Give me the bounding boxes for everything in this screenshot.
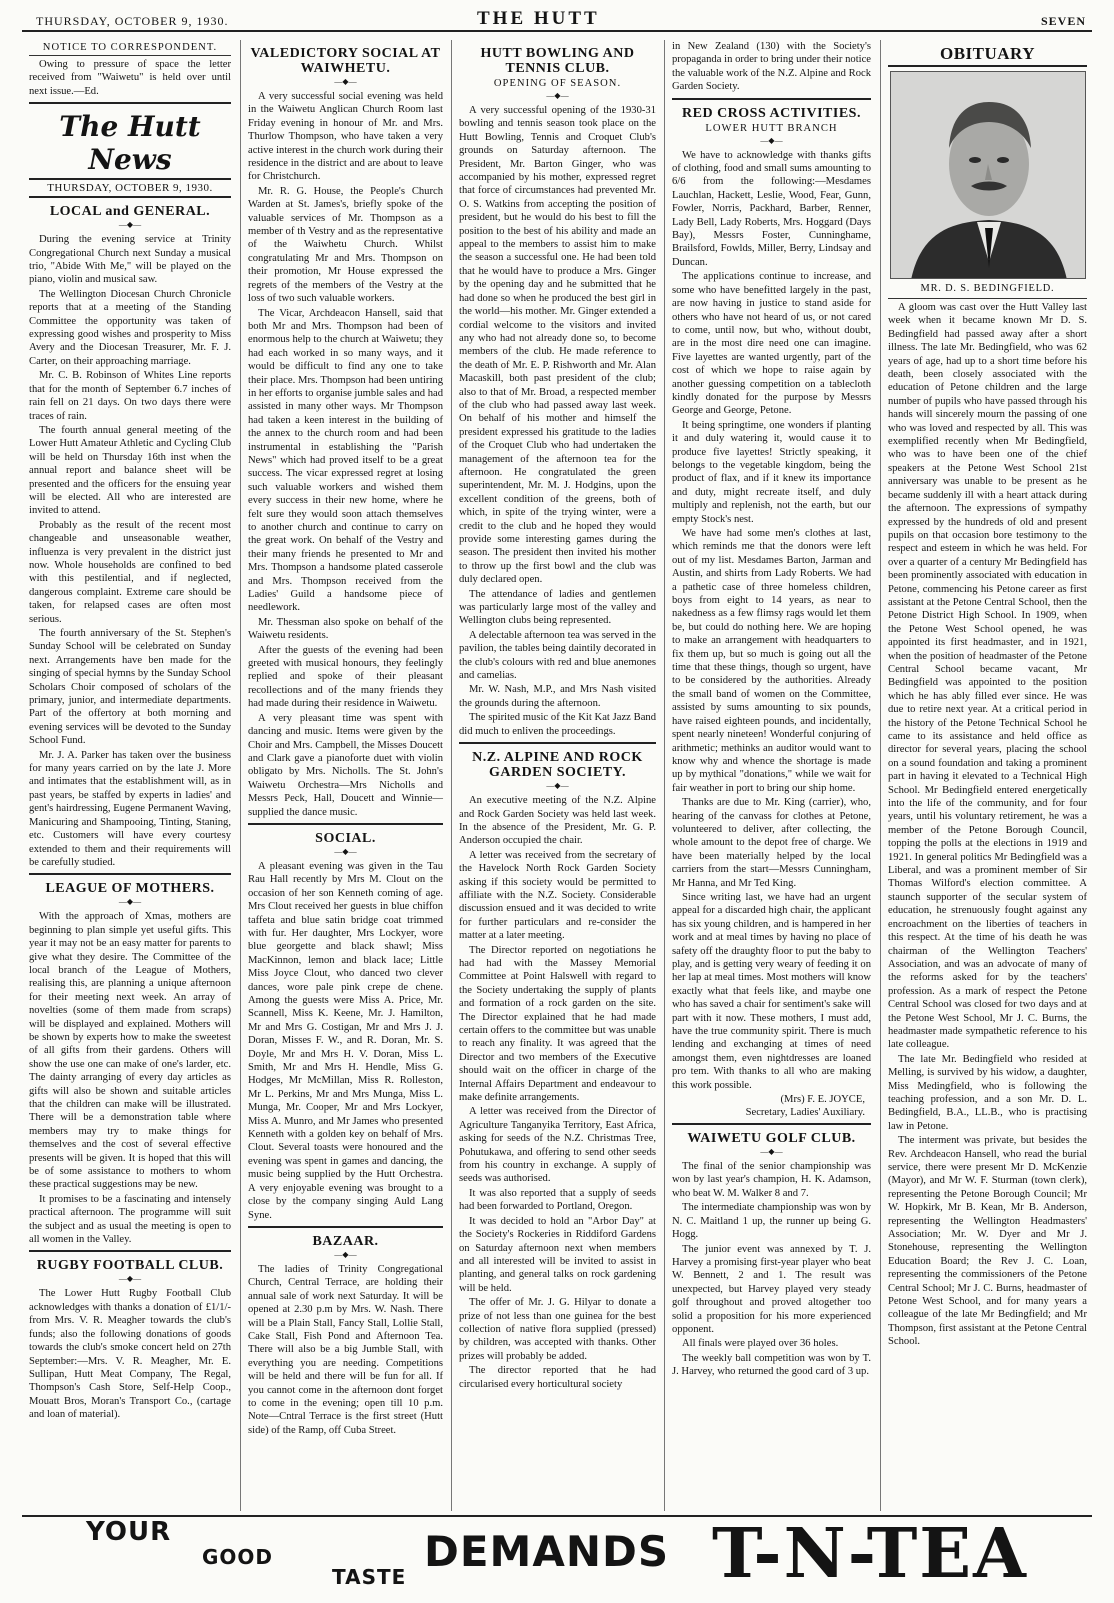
article-paragraph: The director reported that he had circularised every horticultural society	[459, 1365, 656, 1390]
ornament-icon: —◆—	[546, 91, 569, 100]
article-paragraph: After the guests of the evening had been greeted with musical honours, they feelingly replied and spoke of their pleasant recollections and of the many friends they had made during their residence in Waiwetu.	[248, 644, 443, 710]
ornament-icon: —◆—	[118, 897, 142, 907]
person-portrait-icon	[891, 72, 1086, 279]
column-3	[451, 40, 659, 1511]
article-heading: HUTT BOWLING AND TENNIS CLUB.	[480, 46, 635, 76]
article-paragraph: Mr. Thessman also spoke on behalf of the Waiwetu residents.	[248, 616, 443, 642]
ad-word-taste: TASTE	[332, 1565, 407, 1589]
article-paragraph: The Director reported on negotiations he had had with the Massey Memorial Committee at Point Halswell with regard to the Society undertaking the supply of plants and formation of a rock garden on the site. The Director explained that he had made certain offers to the committee but was unable to reach any finality. It was agreed that the Director and two members of the Executive should wait on the officer in charge of the Internal Affairs Department and endeavour to make definite arrangements.	[459, 944, 656, 1104]
ornament-icon: —◆—	[760, 1147, 783, 1157]
ad-brand-name: T-N-TEA	[712, 1514, 1028, 1594]
divider	[248, 1226, 443, 1228]
article-heading: RED CROSS ACTIVITIES.	[682, 105, 861, 121]
article-heading: LOCAL and GENERAL.	[49, 204, 211, 220]
tea-advertisement	[22, 1515, 1092, 1595]
article-paragraph: The Lower Hutt Rugby Football Club acknowledges with thanks a donation of £1/1/- from Mrs. V. R. Meagher towards the club's funds; also the following donations of goods towards the club's smoke concert held on 27th September:—Mrs. V. R. Meagher, Mr. E. Sullipan, Hutt Meat Company, The Regal, Thompson's Cash Store, Self-Help Coop., Mouatt Bros, Moran's Transport Co., (cartage and loan of material).	[29, 1288, 231, 1421]
article-paragraph: The weekly ball competition was won by T. J. Harvey, who returned the good card of 3 up.	[672, 1352, 871, 1378]
article-paragraph: A letter was received from the secretary of the Havelock North Rock Garden Society asking if this society would be permitted to affiliate with the N.Z. Society. Considerable discussion ensued and it was decided to write for further particulars and re-consider the matter at a later meeting.	[459, 849, 656, 942]
divider	[29, 55, 231, 56]
ornament-icon: —◆—	[334, 77, 357, 86]
article-heading: BAZAAR.	[312, 1233, 379, 1249]
article-paragraph: The applications continue to increase, and some who have benefitted largely in the past, are now having in justice to stand aside for others who have not heard of us, or not cared to come, until now, but who, without doubt, are in the most dire need one can imagine. Five layettes are wanted urgently, part of the cost of which we hope to raise again by another guessing competition on a tablecloth kindly donated for the purpose by Messrs George and George, Petone.	[672, 271, 871, 417]
article-paragraph: The fourth anniversary of the St. Stephen's Sunday School will be celebrated on Sunday next. Arrangements have ben made for the singing of special hymns by the Sunday School Scholars Choir composed of scholars of the primary, junior, and intermediate departments. Part of the offertory at both morning and evening services will be devoted to the Sunday School Fund.	[29, 628, 231, 747]
divider	[672, 1123, 871, 1125]
ornament-icon: —◆—	[334, 846, 357, 856]
article-paragraph: Probably as the result of the recent most changeable and unseasonable weather, influenza is very prevalent in the district just now. Whole households are confined to bed with this pestilential, and if neglected, dangerous complaint. Extreme care should be taken, for relapsed cases are often most serious.	[29, 519, 231, 625]
article-paragraph: We have to acknowledge with thanks gifts of clothing, food and small sums amounting to 6/6 from the following:—Mesdames Lauchlan, Hackett, Leslie, Wood, Fear, Gunn, Fowler, Norris, Packhard, Barber, Renner, Lady Bell, Lady Roberts, Mrs. Hoggard (Days Bay), Messrs Foster, Cunninghame, Brailsford, Fowlds, Miller, Berry, Lindsay and Duncan.	[672, 149, 871, 268]
ad-word-good: GOOD	[202, 1545, 274, 1569]
divider	[888, 298, 1087, 299]
ornament-icon: —◆—	[760, 135, 783, 145]
article-paragraph: A very pleasant time was spent with dancing and music. Items were given by the Choir and Mrs. Campbell, the Misses Doucett and Clark gave a pianoforte duet with violin obligato by Mrs. Nicholls. The St. John's Waiwetu Orchestra—Mrs Nicholls and Messrs Peck, Hall, Doucett and Winnie—supplied the dance music.	[248, 712, 443, 818]
article-paragraph: The Wellington Diocesan Church Chronicle reports that at a meeting of the Standing Committee the opportunity was taken of expressing good wishes and prosperity to Miss Avery and the Diocesan Treasurer, Mr. F. J. Carter, on their approaching marriage.	[29, 288, 231, 367]
masthead-date: THURSDAY, OCTOBER 9, 1930.	[36, 14, 229, 28]
article-paragraph: All finals were played over 36 holes.	[682, 1338, 839, 1350]
article-paragraph: The final of the senior championship was won by last year's champion, H. K. Adamson, who beat W. M. Walker 8 and 7.	[672, 1161, 871, 1199]
ad-word-your: YOUR	[86, 1517, 172, 1547]
edition-date: THURSDAY, OCTOBER 9, 1930.	[29, 178, 231, 198]
masthead-title: THE HUTT	[477, 8, 600, 29]
article-subheading: OPENING OF SEASON.	[493, 78, 622, 89]
article-paragraph: Mr. C. B. Robinson of Whites Line reports that for the month of September 6.7 inches of rain fell on 21 days. On two days there were traces of rain.	[29, 370, 231, 422]
column-1	[26, 40, 234, 1511]
article-paragraph: Since writing last, we have had an urgent appeal for a discarded high chair, the applicant has six young children, and is hampered in her work and at meal times by having no place of safety off the draughty floor to put the baby to play, and is getting very weary of feeding it on her lap at meal times. Most mothers will know exactly what that feels like, and maybe one who has saved a chair for sentiment's sake will part with it now. These mothers, I must add, have the true community spirit. There is much lending and exchanging at times of need amongst them, even nightdresses are loaned pro tem. With thanks to all who are making this work possible.	[672, 891, 871, 1091]
article-paragraph: A very successful social evening was held in the Waiwetu Anglican Church Room last Friday evening in honour of Mr. and Mrs. Thurlow Thompson, who have taken a very active interest in the church work during their residence in the district and are about to leave for Christchurch.	[248, 91, 443, 183]
signature-name: (Mrs) F. E. JOYCE,	[780, 1094, 865, 1106]
divider	[248, 823, 443, 825]
article-paragraph: The ladies of Trinity Congregational Church, Central Terrace, are holding their annual sale of work next Saturday. It will be opened at 2.30 p.m by Mrs. W. Nash. There will be a Plain Stall, Fancy Stall, Lollie Stall, Cake Stall, Fish Pond and Afternoon Tea. There will also be a big Jumble Stall, with everything you are needing. Competitions will be held and there will be fun for all. If you cannot come in the afternoon dont forget to come in the evening; open till 10 p.m. Note—Cntral Terrace is the first street (Hutt side) of the Ramp, off Cuba Street.	[248, 1263, 443, 1436]
article-paragraph: With the approach of Xmas, mothers are beginning to plan simple yet useful gifts. This year it may not be an easy matter for parents to give what they desire. The Committee of the local branch of the League of Mothers, realising this, are planning a unique afternoon for their meeting next week. An array of novelties (some of them made from scraps) will be displayed and explained. Mothers will be shown by experts how to make the sweetest of all gifts from their gardens. Others will show the use one can make of one's larder, etc. The dainty arranging of every day articles as gifts will also be shown and suitable articles that the children can make will be illustrated. There will be a demonstration table where members may try to make things for themselves and the cost of several effective presents will be given. It is hoped that this will be of some assistance to mothers to whom these practical suggestions may be new.	[29, 911, 231, 1191]
signature-title: Secretary, Ladies' Auxiliary.	[745, 1107, 865, 1119]
article-paragraph: A gloom was cast over the Hutt Valley last week when it became known Mr D. S. Bedingfield had passed away after a short illness. The late Mr. Bedingfield, who was 62 years of age, had up to a short time before his death, been closely associated with the education of Petone children and the large number of pupils who have passed through his hands will sincerely mourn the passing of one who was loved and respected by all. This was exemplified recently when Mr Bedingfield, who was to have been one of the chief speakers at the Petone West School 21st anniversary was unable to be present as he became suddenly ill with a heart attack during the afternoon. The expressions of sympathy expressed by the hundreds of old and present pupils on that occasion bore testimony to the respect and esteem in which he was held. For over a quarter of a century Mr Bedingfield has been prominently associated with education in Petone, commencing his Petone career as first assistant at the Petone Central School, then the Petone District High School. In 1909, when the Petone West School opened, he was appointed its first headmaster, and in 1921, when the position of headmaster of the Petone Central School became vacant, Mr Bedingfield was appointed to the position which he has ably filled ever since. He was due to retire next year. At a critical period in the history of the Petone Technical School he came to its assistance and held office as director for several years, placing the school on a sound foundation and taking a prominent part in having it elevated to a Technical High School. Mr Bedingfield entered energetically into the life of the community, and for four years, until his voluntary retirement, he was a member of the Petone Borough Council, topping the polls at the elections in 1919 and 1921. In general politics Mr Bedingfield was a Liberal, and was a prominent member of Sir Thomas Wilford's election committee. A staunch supporter of the secular system of education, he strenuously fought against any encroachment on the liberties of teachers in this respect. At the time of his death he was chairman of the Wellington Teachers' Association, and was an advocate of many of the reforms asked for by the teachers' profession. As a mark of respect the Petone Central School was closed for two days and at the Petone West School, Mr J. C. Burns, the headmaster made sympathetic reference to his late colleague.	[888, 302, 1087, 1051]
article-paragraph: Thanks are due to Mr. King (carrier), who, hearing of the canvass for clothes at Petone, volunteered to deliver, after collecting, the whole amount to the depot free of charge. We have been materially helped by the local carriers from the start—Messrs Cunningham, Mr Hanna, and Mr Ted King.	[672, 797, 871, 889]
article-paragraph: The fourth annual general meeting of the Lower Hutt Amateur Athletic and Cycling Club will be held on Thursday 16th inst when the annual report and balance sheet will be presented and the officers for the ensuing year will be elected. All who are interested are invited to attend.	[29, 424, 231, 517]
article-paragraph: During the evening service at Trinity Congregational Church next Sunday a musical trio, "Abide With Me," will be played on the piano, violin and musical saw.	[29, 234, 231, 286]
article-paragraph: The spirited music of the Kit Kat Jazz Band did much to enliven the proceedings.	[459, 712, 656, 737]
article-heading: VALEDICTORY SOCIAL AT WAIWHETU.	[250, 46, 441, 76]
ornament-icon: —◆—	[118, 1274, 142, 1284]
article-paragraph: A delectable afternoon tea was served in the pavilion, the tables being daintily decorated in the club's colours with red and blue anemones and camelias.	[459, 629, 656, 682]
ornament-icon: —◆—	[118, 220, 142, 230]
article-paragraph: The intermediate championship was won by N. C. Maitland 1 up, the runner up being G. Hogg.	[672, 1202, 871, 1241]
article-heading: RUGBY FOOTBALL CLUB.	[36, 1258, 224, 1274]
article-paragraph: A pleasant evening was given in the Tau Rau Hall recently by Mrs M. Clout on the occasion of her son Kenneth coming of age. Mrs Clout received her guests in blue chiffon taffeta and blue satin bridge coat trimmed with fur. Her daughter, Mrs Lockyer, wore blue georgette and black shawl; Miss MacKinnon, lemon and black lace; Little Miss Joyce Clout, who danced two clever dances, wore pale pink crepe de chene. Among the guests were Miss A. Price, Mr. Scannell, Miss K. Keene, Mr. J. Hamilton, Mr and Mrs G. Costigan, Mr and Mrs J. J. Doran, Misses F. W., and R. Doran, Mr. S. Doyle, Mr and Mrs H. V. Doran, Miss L. Smith, Mr and Mrs H. Hendle, Miss G. Hodges, Mr McMillan, Miss R. Rolleston, Mr L. Perkins, Mr and Mrs Munga, Miss L. Munga, Mr. Cooper, Mr and Mrs Lockyer, Miss A. Munro, and Mr James who presented Kenneth with a golden key on behalf of Mrs. Clout. Several toasts were honoured and the evening was spent in games and dancing, the music being supplied by the Hutt Orchestra. A very enjoyable evening was brought to a close by the company singing Auld Lang Syne.	[248, 860, 443, 1221]
article-heading: N.Z. ALPINE AND ROCK GARDEN SOCIETY.	[472, 750, 643, 781]
column-4	[664, 40, 874, 1511]
article-paragraph: A very successful opening of the 1930-31 bowling and tennis season took place on the Hutt Bowling, Tennis and Croquet Club's grounds on Saturday afternoon. The President, Mr. Barton Ginger, who was accompanied by his mother, expressed regret that force of circumstances had prevented Mr. O. S. Watkins from accepting the position of president, but he would do his best to fill the position to the best of his ability and made an appeal to the members to assist him to make the season a successful one. He had been told that he would have to produce a Mrs. Ginger by the opening day and he submitted that he had done so when he produced the best girl in the world—his mother. Mr. Ginger extended a cordial welcome to the visitors and invited any who had not already done so, to become members of the club. He made reference to the death of Mr. E. P. Rishworth and Mr. Alan Macaskill, both past president of the club; also to that of Mr. Broad, a respected member of the club who had passed away last week. On behalf of his mother and himself the president expressed his gratitude to the ladies of the Croquet Club who had undertaken the management of the afternoon tea for the afternoon. He congratulated the green superintendent, Mr. M. J. Hodgins, upon the excellent condition of the greens, both of which, in spite of the trying winter, were a credit to the club and he hoped they would provide some interesting games during the season. The president then invited his mother to throw up the first bowl and the club was duly declared open.	[459, 105, 656, 586]
article-paragraph: We have had some men's clothes at last, which reminds me that the donors were left out of my list. Mesdames Barton, Jarman and Austin, and shirts from Lady Roberts. We had a pathetic case of three homeless children, boys from eight to 14 years, as near to nakedness as a few flimsy rags would let them be, but could do nothing here. We are hoping to make an arrangement with headquarters to fix them up, but so much is going out all the time that these things, though so urgent, have to be considered by the authorities. Already the small band of women on the Committee, assisted by sums amounting to six pounds, have raised eighteen pounds, and incidentally, spent nearly nineteen! Wonderful conjuring of arithmetic; methinks an auditor would want to know why and whence the shortage is made up by mythical "donations," while we wait for fair weather in port to bring our ship home.	[672, 528, 871, 794]
article-paragraph: Mr. W. Nash, M.P., and Mrs Nash visited the grounds during the afternoon.	[459, 684, 656, 709]
masthead-page-number: SEVEN	[1040, 14, 1086, 28]
article-paragraph: in New Zealand (130) with the Society's propaganda in order to bring under their notice the valuable work of the N.Z. Alpine and Rock Garden Society.	[672, 41, 871, 93]
ornament-icon: —◆—	[546, 781, 569, 791]
ad-word-demands: DEMANDS	[424, 1527, 670, 1576]
newspaper-nameplate: The Hutt News	[59, 110, 201, 177]
divider	[888, 65, 1087, 67]
divider	[29, 102, 231, 104]
notice-text: Owing to pressure of space the letter received from "Waiwetu" is held over until next issue.—Ed.	[29, 59, 231, 97]
article-heading: WAIWETU GOLF CLUB.	[687, 1131, 856, 1147]
column-2	[240, 40, 446, 1511]
column-5	[880, 40, 1090, 1511]
divider	[29, 1250, 231, 1252]
article-paragraph: An executive meeting of the N.Z. Alpine and Rock Garden Society was held last week. In the absence of the President, Mr. G. P. Anderson occupied the chair.	[459, 795, 656, 847]
article-paragraph: The junior event was annexed by T. J. Harvey a promising first-year player who beat W. Bennett, 2 and 1. The result was unexpected, but Harvey played very steady golf throughout and proved altogether too solid a proposition for his more experienced opponent.	[672, 1243, 871, 1335]
page-masthead	[22, 6, 1092, 32]
article-paragraph: The attendance of ladies and gentlemen was particularly large most of the valley and Wellington clubs being represented.	[459, 588, 656, 627]
article-subheading: LOWER HUTT BRANCH	[705, 122, 838, 134]
article-heading: LEAGUE OF MOTHERS.	[45, 881, 215, 897]
article-paragraph: It was also reported that a supply of seeds had been forwarded to Portland, Oregon.	[459, 1187, 656, 1213]
article-paragraph: The late Mr. Bedingfield who resided at Melling, is survived by his widow, a daughter, Miss Medingfield, who is following the teaching profession, and a son Mr. D. L. Bedingfield, B.A., LL.B., who is practising law in Petone.	[888, 1053, 1087, 1132]
article-paragraph: The offer of Mr. J. G. Hilyar to donate a prize of not less than one guinea for the best collection of native flora supplied (pressed) by children, was accepted with thanks. Other prizes will probably be added.	[459, 1297, 656, 1362]
article-heading: SOCIAL.	[315, 830, 376, 846]
divider	[672, 98, 871, 100]
article-heading: OBITUARY	[939, 44, 1036, 63]
article-paragraph: It being springtime, one wonders if planting it and duly watering it, would cause it to produce five layettes! Strictly speaking, it belongs to the vegetable kingdom, being the product of flax, and if it knew its importance and duty, might recreate itself, and duly multiply and replenish, not the earth, but our empty Stock's nest.	[672, 419, 871, 525]
article-paragraph: It promises to be a fascinating and intensely practical afternoon. The programme will suit the subject and as usual the meeting is open to all women in the Valley.	[29, 1193, 231, 1246]
article-paragraph: Mr. J. A. Parker has taken over the business for many years carried on by the late J. More and intimates that the establishment will, as in past years, be staffed by experts in ladies' and gent's hairdressing, Eugene Permanent Waving, Manicuring and Shampooing, Tinting, Staning, etc. Customers will have every courtesy extended to them and their requirements will be carefully studied.	[29, 749, 231, 868]
article-paragraph: A letter was received from the Director of Agriculture Tanganyika Territory, East Africa, asking for seeds of the N.Z. Christmas Tree, Pohutukawa, and offering to send other seeds from his country in exchange. A supply of seeds was authorised.	[459, 1106, 656, 1185]
article-paragraph: Mr. R. G. House, the People's Church Warden at St. James's, briefly spoke of the valuable services of Mr. Thompson as a member of th Vestry and as the representative of the Waiwhetu Church. Whilst congratulating Mr and Mrs. Thompson on their promotion, Mr House expressed the regrets of the members of the Vestry at the loss of two such valuable workers.	[248, 185, 443, 305]
article-paragraph: The interment was private, but besides the Rev. Archdeacon Hansell, who read the burial service, there were present Mr D. McKenzie (Mayor), and Mr W. F. Sturman (town clerk), representing the Petone Borough Council; Mr W. Hopkirk, Mr B. Kean, Mr B. Anderson, representing the Wellington Headmasters' Association; Mr. W. Dyer and Mr J. Stonehouse, representing the Wellington Education Board; the Rev J. C. Loan, representing the commissioners of the Petone Central School; Mr J. C. Burns, headmaster of Petone West School, and for many years a colleague of the late Mr Bedingfield; and Mr Thompson, first assistant at the Petone Central School.	[888, 1135, 1087, 1348]
article-paragraph: It was decided to hold an "Arbor Day" at the Society's Rockeries in Riddiford Gardens on Saturday afternoon next when members and all interested will be invited to assist in planting, and general talks on rock gardening will be held.	[459, 1215, 656, 1294]
divider	[459, 742, 656, 744]
ornament-icon: —◆—	[334, 1249, 357, 1259]
divider	[29, 873, 231, 875]
article-paragraph: The Vicar, Archdeacon Hansell, said that both Mr and Mrs. Thompson had been of enormous help to the church at Waiwetu; they had each worked in so many ways, and it would be difficult to find any one to take their place. Mrs. Thompson had been untiring in her efforts to organise jumble sales and had assisted in many other ways. Mr Thompson had taken a keen interest in the building of the annex to the church room and had been instrumental in establishing the "Parish News" which had proved itself to be a great success. The vicar expressed regret at losing such valuable workers and wished them every success in their new home, where he felt sure they would soon attach themselves to another church and continue to carry on the great work. On behalf of the Vestry and their many friends he presented to Mr and Mrs. Thompson a handsome plated casserole and Mrs. Thompson received from the Ladies' Guild a handsome piece of needlework.	[248, 307, 443, 614]
notice-heading: NOTICE TO CORRESPONDENT.	[42, 42, 218, 53]
photo-caption: MR. D. S. BEDINGFIELD.	[920, 283, 1055, 294]
portrait-photo	[890, 71, 1086, 279]
